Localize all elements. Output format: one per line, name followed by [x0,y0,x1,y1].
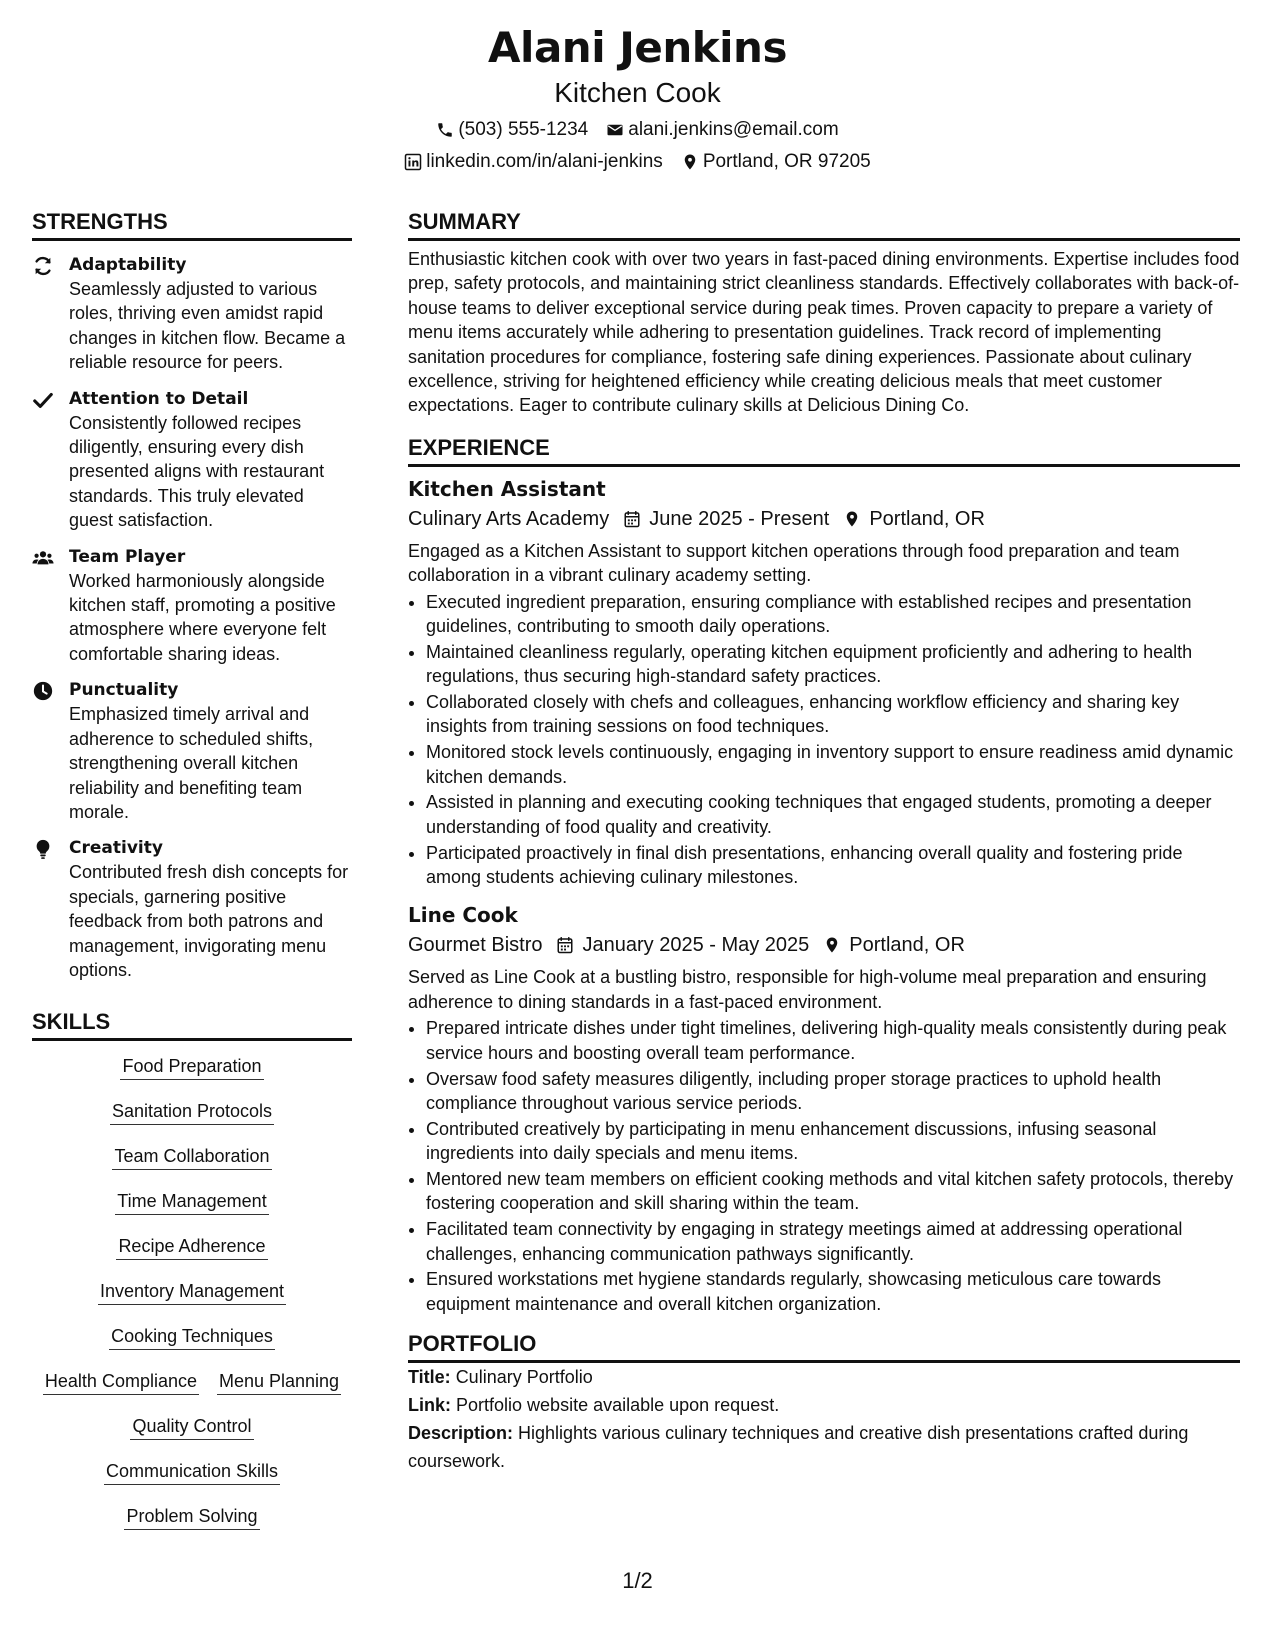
portfolio-description-line [408,1419,1240,1475]
portfolio-heading: PORTFOLIO [408,1330,1240,1363]
job-entry [408,901,1240,1316]
phone-number: (503) 555-1234 [458,119,589,140]
strength-description: Consistently followed recipes diligently, ensuring every dish presented aligns with restaurant standards. This truly elevated guest satisfaction. [69,412,325,531]
strengths-heading: STRENGTHS [32,208,352,241]
linkedin-url[interactable]: linkedin.com/in/alani-jenkins [426,151,663,172]
job-dates: January 2025 - May 2025 [582,934,810,957]
envelope-icon [606,121,624,139]
summary-heading: SUMMARY [408,208,1240,241]
skill-tag: Health Compliance [43,1370,199,1395]
checkmark-icon [32,389,54,411]
job-intro: Served as Line Cook at a bustling bistro, responsible for high-volume meal preparation and ensuring adherence to dining standards in a fast-paced environment. [408,967,1207,1012]
skill-tag: Communication Skills [104,1460,280,1485]
job-bullet: • Oversaw food safety measures diligently, including proper storage practices to uphold health compliance throughout various service periods. [426,1067,1240,1116]
job-location: Portland, OR [849,934,965,957]
portfolio-link-value: Portfolio website available upon request. [456,1395,780,1416]
strength-name: Creativity [69,838,163,859]
linkedin-icon [404,153,422,171]
job-bullet: • Mentored new team members on efficient cooking methods and vital kitchen safety protocols, thereby fostering cooperation and skill sharing within the team. [426,1167,1240,1216]
strength-description: Contributed fresh dish concepts for specials, garnering positive feedback from both patrons and management, invigorating menu options. [69,862,349,980]
skill-tag: Cooking Techniques [109,1325,275,1350]
job-bullet: • Maintained cleanliness regularly, operating kitchen equipment proficiently and adhering to health regulations, thus securing high-standard safety practices. [426,640,1240,689]
strength-item [32,253,352,375]
job-location: Portland, OR [869,507,985,530]
clock-icon [32,680,54,702]
email-address[interactable]: alani.jenkins@email.com [628,119,839,140]
strength-description: Worked harmoniously alongside kitchen staff, promoting a positive atmosphere where everyone felt comfortable sharing ideas. [69,570,336,664]
candidate-title: Kitchen Cook [554,77,721,108]
skill-tag: Recipe Adherence [116,1235,267,1260]
map-pin-icon [843,509,861,529]
job-bullet: • Contributed creatively by participating in menu enhancement discussions, infusing seasonal ingredients into daily specials and menu items. [426,1117,1240,1166]
skill-tag: Problem Solving [124,1505,259,1530]
strength-name: Team Player [69,546,186,567]
experience-heading: EXPERIENCE [408,434,1240,467]
job-bullets [408,590,1240,890]
candidate-name: Alani Jenkins [488,23,787,72]
job-bullet: • Facilitated team connectivity by engaging in strategy meetings aimed at addressing operational challenges, enhancing communication pathways significantly. [426,1217,1240,1266]
summary-text: Enthusiastic kitchen cook with over two years in fast-paced dining environments. Expertise includes food prep, safety protocols, and maintaining strict cleanliness standards. Effectively collaborates with back-of-house teams to deliver exceptional service during peak times. Proven capacity to prepare a variety of menu items accurately while adhering to presentation guidelines. Track record of implementing sanitation procedures for compliance, fostering safe dining experiences. Passionate about culinary excellence, striving for heightened efficiency while creating delicious meals that meet customer expectations. Eager to contribute culinary skills at Delicious Dining Co. [408,249,1240,416]
job-meta [408,931,1240,959]
linkedin-contact [404,150,663,174]
right-column [408,208,1240,1475]
phone-icon [436,121,454,139]
location-text: Portland, OR 97205 [702,151,871,172]
company-name: Culinary Arts Academy [408,507,610,530]
strength-item [32,678,352,824]
strength-name: Adaptability [69,255,187,275]
users-icon [32,547,54,569]
skill-tag: Menu Planning [217,1370,341,1395]
job-bullet: • Participated proactively in final dish presentations, enhancing overall quality and fostering pride among students achieving culinary milestones. [426,841,1240,890]
location-contact [681,150,871,174]
portfolio-title-line [408,1363,1240,1391]
job-intro: Engaged as a Kitchen Assistant to support kitchen operations through food preparation and team collaboration in a vibrant culinary academy setting. [408,540,1180,586]
job-bullet: • Monitored stock levels continuously, engaging in inventory support to ensure readiness amid dynamic kitchen demands. [426,740,1240,789]
skills-list [32,1055,352,1530]
contact-line-1 [0,118,1275,142]
strength-item [32,545,352,667]
job-role: Line Cook [408,903,518,928]
job-meta [408,505,1240,533]
job-bullet: • Ensured workstations met hygiene standards regularly, showcasing meticulous care towards equipment maintenance and overall kitchen organization. [426,1267,1240,1316]
lightbulb-icon [32,838,54,860]
skill-tag: Sanitation Protocols [110,1100,274,1125]
left-column [32,208,352,1530]
portfolio-link-line [408,1391,1240,1419]
portfolio-description-value: Highlights various culinary techniques and creative dish presentations crafted during coursework. [408,1423,1189,1472]
calendar-icon [556,935,574,955]
strength-item [32,387,352,533]
skill-tag: Food Preparation [120,1055,263,1080]
calendar-icon [623,509,641,529]
job-bullet: • Executed ingredient preparation, ensuring compliance with established recipes and presentation guidelines, contributing to smooth daily operations. [426,590,1240,639]
phone-contact [436,118,588,142]
job-entry [408,475,1240,890]
company-name: Gourmet Bistro [408,934,543,957]
strength-name: Punctuality [69,680,179,701]
resume-header [0,22,1275,174]
skill-tag: Inventory Management [98,1280,286,1305]
job-role: Kitchen Assistant [408,476,606,501]
skill-tag: Time Management [115,1190,268,1215]
skill-tag: Quality Control [130,1415,253,1440]
contact-line-2 [0,150,1275,174]
skill-tag: Team Collaboration [112,1145,271,1170]
page-number: 1/2 [622,1568,653,1593]
portfolio-link-label: Link: [408,1395,451,1416]
email-contact [606,118,838,142]
skills-heading: SKILLS [32,1008,352,1041]
strength-description: Seamlessly adjusted to various roles, thriving even amidst rapid changes in kitchen flow. Became a reliable resource for peers. [69,279,346,373]
strength-name: Attention to Detail [69,388,249,409]
strength-item [32,836,352,982]
job-bullet: • Prepared intricate dishes under tight timelines, delivering high-quality meals consistently during peak service hours and boosting overall team performance. [426,1016,1240,1065]
job-dates: June 2025 - Present [649,507,830,530]
job-bullets [408,1016,1240,1316]
sync-icon [32,255,54,277]
portfolio-title-label: Title: [408,1367,451,1388]
job-bullet: • Assisted in planning and executing cooking techniques that engaged students, promoting a deeper understanding of food quality and creativity. [426,790,1240,839]
job-bullet: • Collaborated closely with chefs and colleagues, enhancing workflow efficiency and sharing key insights from training sessions on food techniques. [426,690,1240,739]
portfolio-title-value: Culinary Portfolio [455,1367,593,1388]
map-pin-icon [823,935,841,955]
portfolio-description-label: Description: [408,1423,514,1444]
strength-description: Emphasized timely arrival and adherence to scheduled shifts, strengthening overall kitchen reliability and benefiting team morale. [69,704,314,822]
map-pin-icon [681,153,699,171]
